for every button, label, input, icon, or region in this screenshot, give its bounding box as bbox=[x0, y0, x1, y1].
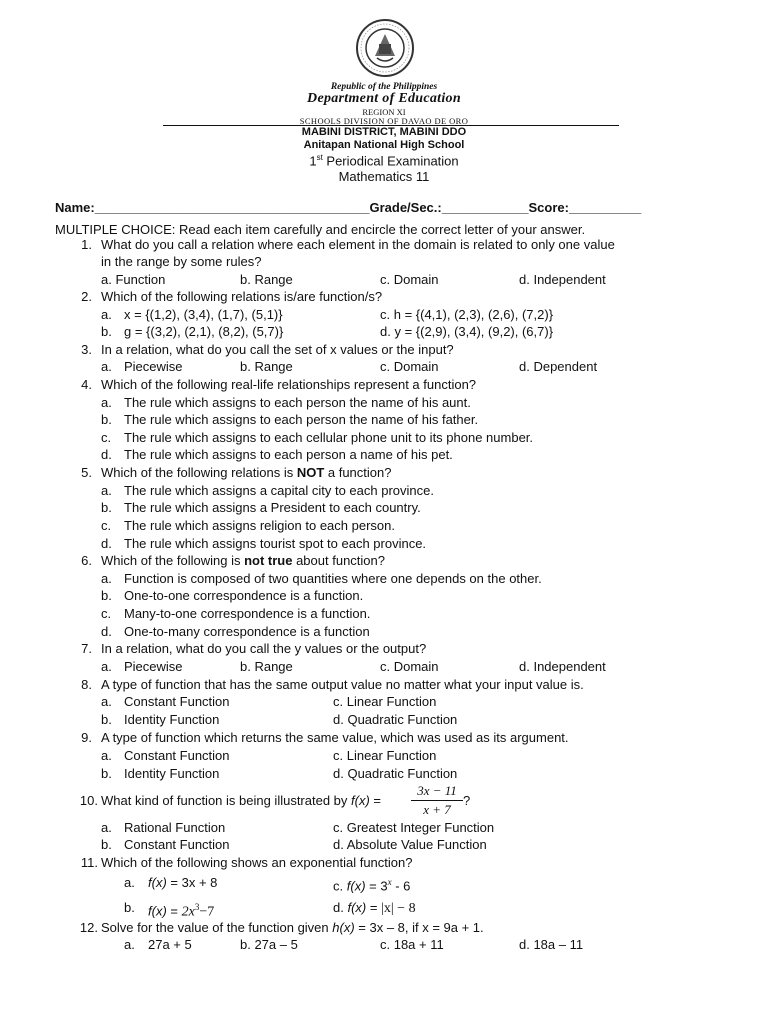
choice-b[interactable]: One-to-one correspondence is a function. bbox=[124, 588, 364, 603]
choice-c[interactable]: c. Domain bbox=[380, 359, 439, 374]
name-grade-score-line[interactable]: Name:______________________________________Grade/Sec.:____________Score:__________ bbox=[55, 200, 642, 215]
choice-c-letter: c. bbox=[101, 606, 112, 621]
fraction-expression: $\frac{3x - 11}{x + 7}$ bbox=[411, 783, 463, 818]
choice-d[interactable]: d. f(x) = |x| − 8 bbox=[333, 900, 416, 916]
choice-c[interactable]: The rule which assigns religion to each person. bbox=[124, 518, 395, 533]
question-text: What kind of function is being illustrated by f(x) = bbox=[101, 793, 382, 808]
question-number: 10. bbox=[79, 793, 98, 808]
choice-d-letter: d. bbox=[101, 624, 112, 639]
question-number: 4. bbox=[81, 377, 92, 392]
question-number: 3. bbox=[81, 342, 92, 357]
choice-b-letter: b. bbox=[101, 412, 112, 427]
choice-b-letter: b. bbox=[101, 588, 112, 603]
choice-c-letter: c. bbox=[101, 430, 112, 445]
choice-a[interactable]: Piecewise bbox=[124, 659, 183, 674]
choice-b-letter: b. bbox=[101, 712, 112, 727]
question-number: 7. bbox=[81, 641, 92, 656]
choice-b[interactable]: b. Range bbox=[240, 272, 293, 287]
choice-c[interactable]: The rule which assigns to each cellular phone unit to its phone number. bbox=[124, 430, 534, 445]
choice-a[interactable]: Constant Function bbox=[124, 748, 230, 763]
choice-a[interactable]: The rule which assigns to each person the name of his aunt. bbox=[124, 395, 471, 410]
choice-a[interactable]: Rational Function bbox=[124, 820, 226, 835]
deped-seal-icon bbox=[355, 18, 415, 78]
question-text: In a relation, what do you call the set of x values or the input? bbox=[101, 342, 454, 357]
choice-b-letter: b. bbox=[101, 766, 112, 781]
choice-d-letter: d. bbox=[101, 447, 112, 462]
choice-a[interactable]: The rule which assigns a capital city to each province. bbox=[124, 483, 434, 498]
choice-d[interactable]: d. y = {(2,9), (3,4), (9,2), (6,7)} bbox=[380, 324, 554, 339]
question-text: in the range by some rules? bbox=[101, 254, 262, 269]
choice-b[interactable]: Identity Function bbox=[124, 712, 220, 727]
question-number: 12. bbox=[79, 920, 98, 935]
school-name: Anitapan National High School bbox=[303, 139, 465, 151]
choice-c[interactable]: c. Domain bbox=[380, 272, 439, 287]
question-text: In a relation, what do you call the y values or the output? bbox=[101, 641, 427, 656]
choice-b[interactable]: Identity Function bbox=[124, 766, 220, 781]
choice-c[interactable]: Many-to-one correspondence is a function. bbox=[124, 606, 371, 621]
choice-a-letter: a. bbox=[101, 395, 112, 410]
choice-c[interactable]: c. Greatest Integer Function bbox=[333, 820, 495, 835]
choice-c-letter: c. bbox=[101, 518, 112, 533]
choice-a-letter: a. bbox=[101, 571, 112, 586]
choice-d[interactable]: d. Absolute Value Function bbox=[333, 837, 487, 852]
question-number: 9. bbox=[81, 730, 92, 745]
question-number: 2. bbox=[81, 289, 92, 304]
question-number: 5. bbox=[81, 465, 92, 480]
republic-label: Republic of the Philippines bbox=[330, 82, 438, 92]
choice-d[interactable]: The rule which assigns tourist spot to each province. bbox=[124, 536, 427, 551]
question-number: 1. bbox=[81, 237, 92, 252]
choice-b[interactable]: b. 27a – 5 bbox=[240, 937, 298, 952]
choice-b[interactable]: b. Range bbox=[240, 659, 293, 674]
exam-title: 1st Periodical Examination bbox=[309, 153, 459, 169]
question-text: What do you call a relation where each element in the domain is related to only one value bbox=[101, 237, 615, 252]
question-mark: ? bbox=[463, 793, 471, 808]
question-text: Which of the following real-life relationships represent a function? bbox=[101, 377, 477, 392]
choice-d[interactable]: d. Quadratic Function bbox=[333, 712, 458, 727]
choice-a-letter: a. bbox=[101, 820, 112, 835]
choice-a[interactable]: 27a + 5 bbox=[148, 937, 192, 952]
instructions: MULTIPLE CHOICE: Read each item carefully and encircle the correct letter of your answer. bbox=[55, 222, 586, 237]
choice-b[interactable]: The rule which assigns to each person the name of his father. bbox=[124, 412, 479, 427]
choice-a[interactable]: Function is composed of two quantities where one depends on the other. bbox=[124, 571, 542, 586]
choice-b-letter: b. bbox=[101, 500, 112, 515]
subject-title: Mathematics 11 bbox=[338, 169, 430, 184]
question-text: Which of the following relations is/are function/s? bbox=[101, 289, 383, 304]
question-number: 8. bbox=[81, 677, 92, 692]
choice-a-letter: a. bbox=[124, 937, 135, 952]
choice-b-letter: b. bbox=[124, 900, 135, 915]
choice-b-letter: b. bbox=[101, 837, 112, 852]
choice-b[interactable]: $f(x) = 2x^3-7$ bbox=[148, 902, 215, 920]
choice-a-letter: a. bbox=[101, 694, 112, 709]
region-label: REGION XI bbox=[362, 107, 406, 117]
choice-b[interactable]: Constant Function bbox=[124, 837, 230, 852]
choice-a-letter: a. bbox=[124, 875, 135, 890]
district-label: MABINI DISTRICT, MABINI DDO bbox=[301, 126, 467, 138]
choice-d[interactable]: d. Dependent bbox=[519, 359, 598, 374]
choice-c[interactable]: c. h = {(4,1), (2,3), (2,6), (7,2)} bbox=[380, 307, 554, 322]
choice-d[interactable]: d. Independent bbox=[519, 659, 606, 674]
choice-d[interactable]: d. 18a – 11 bbox=[519, 937, 584, 952]
choice-a-letter: a. bbox=[101, 748, 112, 763]
choice-d[interactable]: d. Independent bbox=[519, 272, 606, 287]
question-number: 11. bbox=[80, 855, 98, 870]
department-title: Department of Education bbox=[307, 91, 461, 106]
question-text: Which of the following shows an exponential function? bbox=[101, 855, 413, 870]
question-number: 6. bbox=[81, 553, 92, 568]
choice-b[interactable]: The rule which assigns a President to each country. bbox=[124, 500, 421, 515]
question-text: Solve for the value of the function given h(x) = 3x – 8, if x = 9a + 1. bbox=[101, 920, 484, 935]
choice-a-letter: a. bbox=[101, 307, 112, 322]
question-text: A type of function which returns the same value, which was used as its argument. bbox=[101, 730, 569, 745]
choice-c[interactable]: c. $f(x) = 3^x - 6$ bbox=[333, 877, 411, 894]
question-text: Which of the following is not true about function? bbox=[101, 553, 385, 568]
choice-b[interactable]: g = {(3,2), (2,1), (8,2), (5,7)} bbox=[124, 324, 284, 339]
choice-b-letter: b. bbox=[101, 324, 112, 339]
choice-d-letter: d. bbox=[101, 536, 112, 551]
question-text: Which of the following relations is NOT a function? bbox=[101, 465, 392, 480]
choice-d[interactable]: The rule which assigns to each person a name of his pet. bbox=[124, 447, 453, 462]
choice-a[interactable]: a. Function bbox=[101, 272, 166, 287]
division-label: SCHOOLS DIVISION OF DAVAO DE ORO bbox=[299, 116, 469, 126]
choice-a-letter: a. bbox=[101, 483, 112, 498]
choice-a[interactable]: Piecewise bbox=[124, 359, 183, 374]
choice-a[interactable]: f(x) = 3x + 8 bbox=[148, 875, 218, 890]
choice-d[interactable]: d. Quadratic Function bbox=[333, 766, 458, 781]
choice-a-letter: a. bbox=[101, 359, 112, 374]
choice-a-letter: a. bbox=[101, 659, 112, 674]
choice-a[interactable]: Constant Function bbox=[124, 694, 230, 709]
choice-a[interactable]: x = {(1,2), (3,4), (1,7), (5,1)} bbox=[124, 307, 283, 322]
question-text: A type of function that has the same output value no matter what your input value is. bbox=[101, 677, 584, 692]
choice-d[interactable]: One-to-many correspondence is a function bbox=[124, 624, 370, 639]
choice-b[interactable]: b. Range bbox=[240, 359, 293, 374]
choice-c[interactable]: c. Linear Function bbox=[333, 748, 437, 763]
choice-c[interactable]: c. Linear Function bbox=[333, 694, 437, 709]
choice-c[interactable]: c. Domain bbox=[380, 659, 439, 674]
choice-c[interactable]: c. 18a + 11 bbox=[380, 937, 444, 952]
